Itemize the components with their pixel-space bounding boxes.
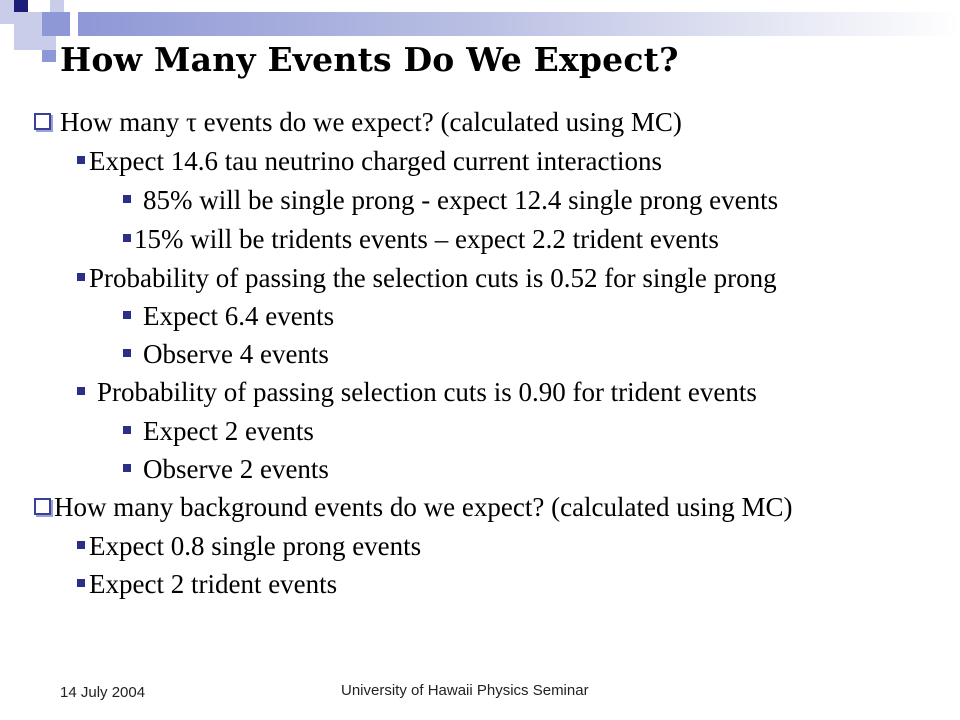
square-bullet-icon (77, 541, 85, 549)
bullet-level2 (77, 377, 757, 407)
bullet-level2 (77, 263, 777, 293)
bullet-level3 (123, 416, 314, 446)
decor-square (50, 0, 64, 12)
decor-square (14, 36, 28, 50)
bullet-text: Probability of passing selection cuts is 0.90 for trident events (97, 377, 757, 407)
square-bullet-icon (123, 464, 131, 472)
decor-square (0, 0, 14, 12)
bullet-text: Expect 14.6 tau neutrino charged current interactions (89, 146, 663, 176)
bullet-text: How many τ events do we expect? (calculated using MC) (60, 107, 682, 137)
bullet-text: 85% will be single prong - expect 12.4 single prong events (143, 185, 779, 215)
bullet-level2 (77, 531, 421, 561)
bullet-text: Expect 6.4 events (143, 301, 335, 331)
bullet-level3 (123, 339, 329, 369)
decor-square (14, 0, 28, 12)
square-bullet-icon (123, 311, 131, 319)
square-bullet-icon (77, 156, 85, 164)
footer-date: 14 July 2004 (60, 684, 146, 701)
slide-title: How Many Events Do We Expect? (60, 40, 679, 79)
bullet-level3 (123, 454, 329, 484)
hollow-square-bullet-icon (34, 113, 51, 130)
bullet-text: Expect 2 events (143, 416, 314, 446)
decor-square (42, 36, 56, 50)
bullet-level3 (123, 185, 778, 215)
header-gradient-bar (78, 12, 960, 36)
square-bullet-icon (123, 195, 131, 203)
decor-square (42, 50, 56, 62)
square-bullet-icon (77, 387, 85, 395)
bullet-level1 (34, 107, 682, 137)
decor-square (14, 12, 42, 36)
square-bullet-icon (77, 579, 85, 587)
bullet-level2 (77, 146, 662, 176)
square-bullet-icon (77, 273, 85, 281)
square-bullet-icon (123, 426, 131, 434)
decor-square (0, 12, 14, 24)
square-bullet-icon (123, 349, 131, 357)
bullet-text: Expect 0.8 single prong events (89, 531, 422, 561)
square-bullet-icon (123, 234, 131, 242)
bullet-text: Expect 2 trident events (89, 569, 338, 599)
bullet-text: 15% will be tridents events – expect 2.2 trident events (134, 224, 719, 254)
bullet-level3 (123, 224, 719, 254)
footer-seminar: University of Hawaii Physics Seminar (341, 682, 589, 699)
bullet-level1 (34, 492, 793, 522)
bullet-text: Observe 2 events (143, 454, 329, 484)
hollow-square-bullet-icon (34, 498, 51, 515)
bullet-text: Probability of passing the selection cuts is 0.52 for single prong (89, 263, 777, 293)
decor-square (42, 12, 70, 36)
bullet-text: How many background events do we expect? (calculated using MC) (54, 492, 793, 522)
bullet-text: Observe 4 events (143, 339, 329, 369)
bullet-level3 (123, 301, 334, 331)
decor-square (28, 36, 42, 50)
bullet-level2 (77, 569, 337, 599)
